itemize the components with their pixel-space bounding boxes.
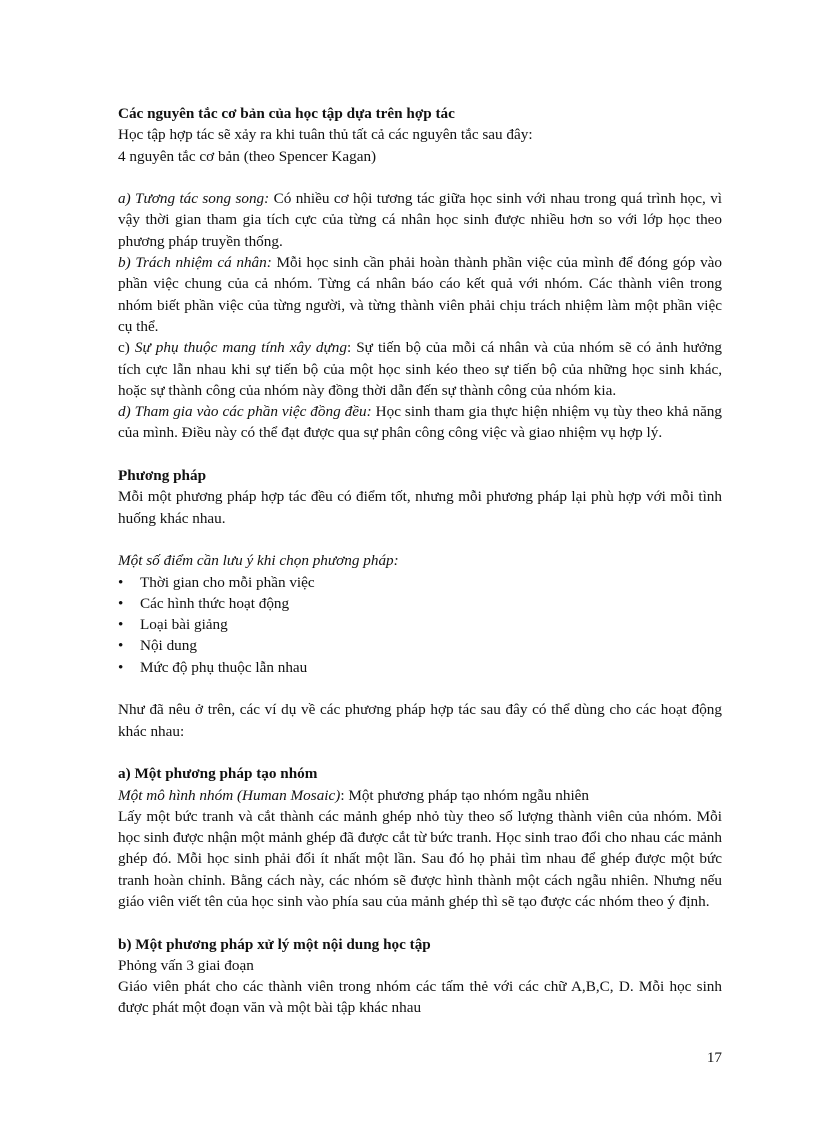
method-notes-title: Một số điểm cần lưu ý khi chọn phương pháp: [118, 552, 399, 570]
principles-intro: Học tập hợp tác sẽ xảy ra khi tuân thủ tất cả các nguyên tắc sau đây: [118, 126, 533, 144]
grouping-model [118, 785, 722, 806]
spacer [118, 742, 722, 763]
content-method-text: Giáo viên phát cho các thành viên trong nhóm các tấm thẻ với các chữ A,B,C, D. Mỗi học sinh được phát một đoạn văn và một bài tập khác nhau [118, 978, 722, 1017]
spacer [118, 912, 722, 933]
spacer [118, 529, 722, 550]
principle-a [118, 188, 722, 252]
bullet-icon: • [118, 594, 124, 612]
principle-c-text: : Sự tiến bộ của mỗi cá nhân và của nhóm sẽ có ảnh hưởng tích cực lẫn nhau khi sự tiến bộ của một học sinh kéo theo sự tiến bộ của những học sinh khác, hoặc sự thành công của nhóm này đồng thời dẫn đến sự thành công của nhóm kia. [118, 339, 723, 399]
method-outro: Như đã nêu ở trên, các ví dụ về các phương pháp hợp tác sau đây có thể dùng cho các hoạt động khác nhau: [118, 701, 722, 740]
principle-d [118, 401, 722, 444]
principle-b [118, 252, 722, 337]
grouping-model-label: Một mô hình nhóm (Human Mosaic) [118, 786, 341, 804]
method-notes-list [118, 572, 722, 678]
bullet-icon: • [118, 658, 124, 676]
bullet-icon: • [118, 573, 124, 591]
principle-b-text: Mỗi học sinh cần phải hoàn thành phần việc của mình để đóng góp vào phần việc chung của cả nhóm. Từng cá nhân báo cáo kết quả với nhóm. Các thành viên trong nhóm biết phần việc của từng người, và từng thành viên phải chịu trách nhiệm làm một phần việc cụ thể. [118, 254, 722, 335]
principle-d-text: Học sinh tham gia thực hiện nhiệm vụ tùy theo khả năng của mình. Điều này có thể đạt được qua sự phân công công việc và giao nhiệm vụ hợp lý. [118, 403, 722, 442]
list-item-text: Nội dung [140, 637, 197, 655]
principle-c [118, 337, 722, 401]
grouping-model-text: : Một phương pháp tạo nhóm ngẫu nhiên [340, 786, 590, 804]
list-item [118, 614, 722, 635]
principle-b-label: b) Trách nhiệm cá nhân: [118, 254, 272, 272]
spacer [118, 167, 722, 188]
principles-source: 4 nguyên tắc cơ bản (theo Spencer Kagan) [118, 147, 377, 165]
list-item [118, 635, 722, 656]
bullet-icon: • [118, 616, 124, 634]
principle-c-prefix: c) [118, 339, 135, 357]
principle-c-label: Sự phụ thuộc mang tính xây dựng [134, 339, 347, 357]
principle-a-text: Có nhiều cơ hội tương tác giữa học sinh với nhau trong quá trình học, vì vậy thời gian tham gia tích cực của từng cá nhân học sinh được nhiều hơn so với lớp học theo phương pháp truyền thống. [118, 190, 723, 250]
content-method-subheading: Phỏng vấn 3 giai đoạn [118, 956, 254, 974]
bullet-icon: • [118, 637, 124, 655]
list-item-text: Mức độ phụ thuộc lẫn nhau [140, 658, 308, 676]
page-number: 17 [706, 1049, 722, 1066]
list-item [118, 572, 722, 593]
principle-a-label: a) Tương tác song song: [118, 190, 270, 208]
grouping-text: Lấy một bức tranh và cắt thành các mảnh ghép nhỏ tùy theo số lượng thành viên của nhóm. Mỗi học sinh được nhận một mảnh ghép đã được cắt từ bức tranh. Học sinh trao đổi cho nhau các mảnh ghép đó. Mỗi học sinh phải đổi ít nhất một lần. Sau đó họ phải tìm nhau để ghép được một bức tranh hoàn chỉnh. Bằng cách này, các nhóm sẽ được hình thành một cách ngẫu nhiên. Nhưng nếu giáo viên viết tên của học sinh vào phía sau của mảnh ghép thì sẽ tạo được các nhóm theo ý định. [118, 807, 722, 910]
principle-d-label: d) Tham gia vào các phần việc đồng đều: [118, 403, 372, 421]
spacer [118, 444, 722, 465]
list-item [118, 593, 722, 614]
grouping-heading: a) Một phương pháp tạo nhóm [118, 765, 318, 783]
principles-heading: Các nguyên tắc cơ bản của học tập dựa trên hợp tác [118, 105, 455, 122]
list-item-text: Thời gian cho mỗi phần việc [140, 573, 315, 591]
list-item [118, 657, 722, 678]
document-page [118, 103, 722, 1019]
list-item-text: Các hình thức hoạt động [140, 594, 290, 612]
content-method-heading: b) Một phương pháp xử lý một nội dung học tập [118, 935, 431, 953]
list-item-text: Loại bài giảng [140, 616, 228, 634]
spacer [118, 678, 722, 699]
method-heading: Phương pháp [118, 467, 207, 485]
method-text: Mỗi một phương pháp hợp tác đều có điểm tốt, nhưng mỗi phương pháp lại phù hợp với mỗi tình huống khác nhau. [118, 488, 722, 527]
